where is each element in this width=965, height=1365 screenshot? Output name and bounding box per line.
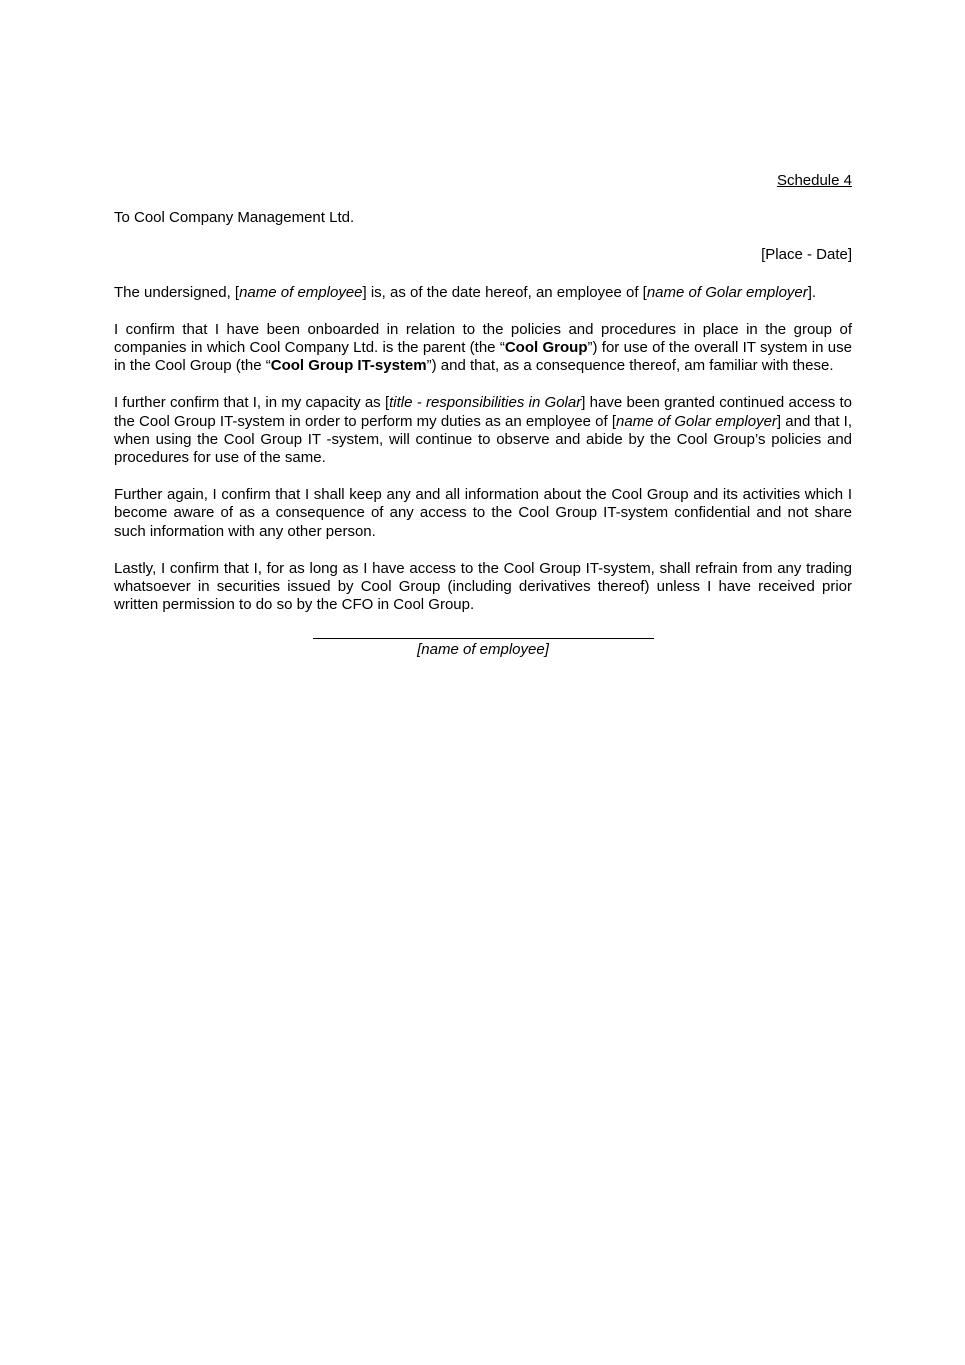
paragraph-access [114, 394, 852, 467]
addressee-line: To Cool Company Management Ltd. [114, 209, 355, 227]
paragraph-confidentiality: Further again, I confirm that I shall keep any and all information about the Cool Group and its activities which I become aware of as a consequence of any access to the Cool Group IT-system confidential and not share such information with any other person. [114, 486, 852, 540]
paragraph-trading: Lastly, I confirm that I, for as long as I have access to the Cool Group IT-system, shall refrain from any trading whatsoever in securities issued by Cool Group (including derivatives thereof) unless I have received prior written permission to do so by the CFO in Cool Group. [114, 559, 852, 614]
paragraph-undersigned [114, 284, 852, 302]
signature-line [313, 638, 654, 639]
placeholder-employer-name: name of Golar employer [646, 283, 808, 301]
paragraph-text: I further confirm that I, in my capacity as [ [114, 394, 390, 412]
place-date-line: [Place - Date] [761, 246, 852, 264]
signature-name-placeholder: [name of employee] [417, 641, 549, 659]
signature-block [114, 638, 852, 659]
paragraph-onboarding [114, 321, 852, 376]
document-page [114, 172, 852, 660]
placeholder-employer-name: name of Golar employer [615, 412, 777, 430]
paragraph-text: ”) and that, as a consequence thereof, am familiar with these. [426, 357, 834, 375]
paragraph-text: The undersigned, [ [114, 283, 240, 301]
defined-term-cool-group: Cool Group [504, 339, 588, 357]
defined-term-it-system: Cool Group IT-system [270, 357, 427, 375]
paragraph-text: I confirm that I have been onboarded in relation to the policies and procedures in place in the group of companies in which Cool Company Ltd. is the parent (the “ [114, 320, 852, 357]
paragraph-text: ]. [807, 283, 817, 301]
placeholder-employee-name: name of employee [239, 283, 363, 301]
paragraph-text: ] and that I, when using the Cool Group IT -system, will continue to observe and abide by the Cool Group’s policies and procedures for use of the same. [114, 412, 852, 467]
paragraph-text: ] have been granted continued access to the Cool Group IT-system in order to perform my duties as an employee of [ [114, 394, 852, 430]
placeholder-title: title - responsibilities in Golar [389, 394, 582, 412]
paragraph-text: ] is, as of the date hereof, an employee of [ [362, 283, 647, 301]
schedule-label: Schedule 4 [776, 172, 852, 189]
schedule-heading [114, 172, 852, 190]
paragraph-text: ”) for use of the overall IT system in use in the Cool Group (the “ [114, 339, 852, 375]
